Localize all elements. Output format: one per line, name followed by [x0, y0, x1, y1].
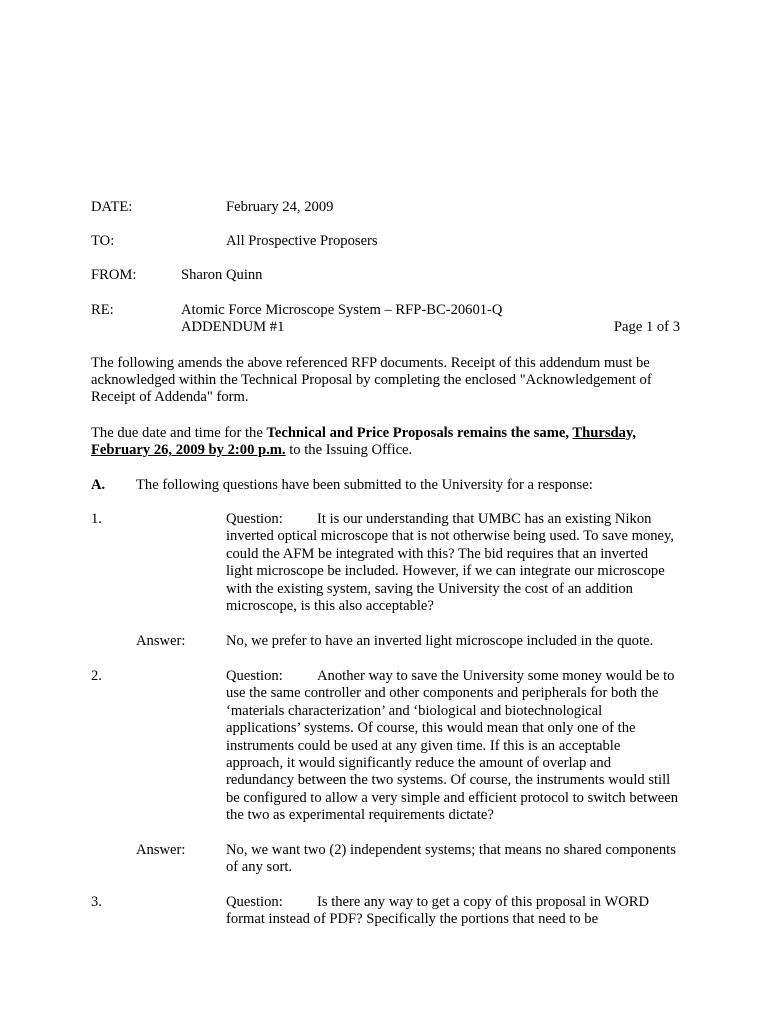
- date-label: DATE:: [91, 199, 133, 215]
- question-label: Question:: [226, 668, 283, 684]
- section-letter: A.: [91, 477, 106, 493]
- question-text: Is there any way to get a copy of this proposal in WORD format instead of PDF? Specifically the portions that need to be: [226, 894, 650, 928]
- question-number: 1.: [91, 511, 102, 527]
- question-label: Question:: [226, 894, 283, 910]
- from-label: FROM:: [91, 267, 137, 283]
- page-number: Page 1 of 3: [613, 319, 680, 335]
- re-subject: Atomic Force Microscope System – RFP-BC-20601-Q: [181, 302, 503, 318]
- section-heading: The following questions have been submitted to the University for a response:: [136, 477, 593, 493]
- due-date-deadline: Thursday, February 26, 2009 by 2:00 p.m.: [91, 425, 637, 459]
- due-date-paragraph: [91, 425, 681, 459]
- to-label: TO:: [91, 233, 115, 249]
- due-date-bold: Technical and Price Proposals remains the same,: [266, 425, 573, 441]
- intro-paragraph: The following amends the above referenced RFP documents. Receipt of this addendum must be acknowledged within the Technical Proposal by completing the enclosed "Acknowledgement of Receipt of Addenda" form.: [91, 355, 652, 406]
- question-block: [226, 668, 678, 825]
- answer-text: No, we want two (2) independent systems; that means no shared components of any sort.: [226, 842, 676, 876]
- date-value: February 24, 2009: [226, 199, 334, 215]
- answer-text: No, we prefer to have an inverted light microscope included in the quote.: [226, 633, 654, 649]
- answer-label: Answer:: [136, 633, 186, 649]
- re-label: RE:: [91, 302, 114, 318]
- due-date-prefix: The due date and time for the: [91, 425, 267, 441]
- question-text: Another way to save the University some money would be to use the same controller and other components and peripherals for both the ‘materials characterization’ and ‘biological and biotechnological applications’ systems. Of course, this would mean that only one of the instruments could be used at any given time. If this is an acceptable approach, it would significantly reduce the amount of overlap and redundancy between the two systems. Of course, the instruments would still be configured to allow a very simple and efficient protocol to switch between the two as experimental requirements dictate?: [226, 668, 678, 824]
- question-text: It is our understanding that UMBC has an existing Nikon inverted optical microscope that is not otherwise being used. To save money, could the AFM be integrated with this? The bid requires that an inverted light microscope be included. However, if we can integrate our microscope with the existing system, saving the University the cost of an addition microscope, is this also acceptable?: [226, 511, 675, 615]
- due-date-suffix: to the Issuing Office.: [285, 442, 413, 459]
- answer-label: Answer:: [136, 842, 186, 858]
- question-label: Question:: [226, 511, 283, 527]
- addendum-number: ADDENDUM #1: [181, 319, 285, 335]
- question-number: 2.: [91, 668, 102, 684]
- from-value: Sharon Quinn: [181, 267, 263, 283]
- question-block: [226, 511, 678, 615]
- to-value: All Prospective Proposers: [226, 233, 378, 249]
- question-block: [226, 894, 678, 929]
- question-number: 3.: [91, 894, 102, 910]
